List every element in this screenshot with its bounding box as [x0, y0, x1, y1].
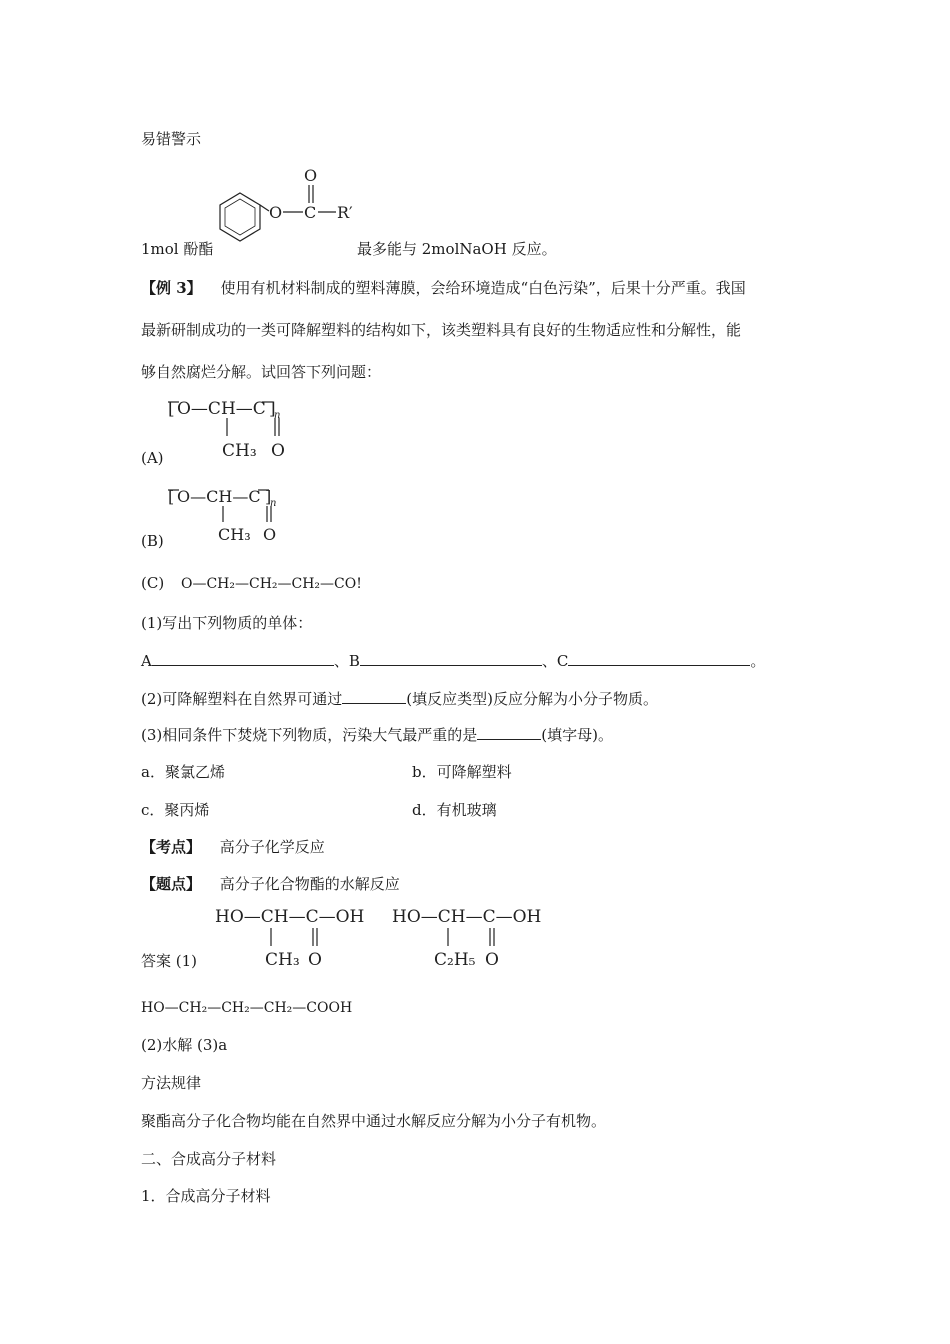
q1-label-b: 、B — [333, 652, 360, 670]
polymer-b-carbonyl-o: O — [263, 525, 277, 544]
kaodian-text: 高分子化学反应 — [219, 838, 325, 856]
svg-text:]: ] — [265, 487, 272, 506]
answer-m2-chain: HO—CH—C—OH — [392, 907, 542, 927]
q1-blank-c[interactable] — [568, 651, 750, 666]
kaodian-tag: 【考点】 — [141, 838, 202, 856]
question-2 — [141, 688, 658, 710]
q1-end: 。 — [750, 652, 766, 670]
answer-m1-chain: HO—CH—C—OH — [215, 907, 365, 927]
option-d: d．有机玻璃 — [412, 801, 497, 819]
answer-m2-sub: C₂H₅ — [434, 950, 476, 970]
answer-rest: (2)水解 (3)a — [141, 1036, 228, 1054]
polymer-a-structure — [165, 396, 325, 462]
kaodian-line — [141, 836, 325, 858]
polymer-b-methyl: CH₃ — [218, 525, 251, 544]
polymer-a-chain: O—CH—C — [177, 399, 266, 419]
answer-m1-o: O — [308, 950, 322, 970]
example-tag: 【例 3】 — [141, 279, 202, 297]
phenol-ester-structure — [205, 165, 365, 265]
tidian-text: 高分子化合物酯的水解反应 — [219, 875, 400, 893]
phenol-ester-suffix: 最多能与 2molNaOH 反应。 — [357, 240, 557, 258]
polymer-c-label: (C) — [141, 574, 165, 592]
answer-label: 答案 (1) — [141, 952, 198, 970]
q1-blank-a[interactable] — [152, 651, 334, 666]
q2-text-b: (填反应类型)反应分解为小分子物质。 — [406, 690, 658, 708]
q1-label-c: 、C — [541, 652, 569, 670]
svg-text:]: ] — [269, 399, 276, 419]
polymer-a-label: (A) — [141, 449, 164, 467]
section-2-sub-1: 1．合成高分子材料 — [141, 1187, 271, 1205]
answer-monomer-1 — [215, 902, 390, 972]
answer-monomer-2 — [392, 902, 567, 972]
example-line-1 — [141, 277, 746, 299]
answer-monomer-3: HO—CH₂—CH₂—CH₂—COOH — [141, 1000, 353, 1016]
svg-text:[: [ — [168, 399, 175, 419]
svg-text:[: [ — [168, 487, 175, 506]
q3-text-b: (填字母)。 — [541, 726, 613, 744]
polymer-b-chain: O—CH—C — [177, 487, 261, 506]
r-group: R′ — [337, 203, 353, 222]
option-b: b．可降解塑料 — [412, 763, 512, 781]
carbonyl-carbon: C — [304, 203, 317, 222]
option-a: a．聚氯乙烯 — [141, 763, 225, 781]
method-title: 方法规律 — [141, 1074, 202, 1092]
polymer-c-formula: O—CH₂—CH₂—CH₂—CO! — [180, 576, 362, 592]
ester-link-oxygen: O — [269, 203, 283, 222]
section-2-title: 二、合成高分子材料 — [141, 1150, 277, 1168]
example-line-2: 最新研制成功的一类可降解塑料的结构如下，该类塑料具有良好的生物适应性和分解性，能 — [141, 321, 742, 339]
q1-blank-b[interactable] — [360, 651, 542, 666]
tidian-line — [141, 873, 400, 895]
example-line-3: 够自然腐烂分解。试回答下列问题： — [141, 363, 382, 381]
option-c: c．聚丙烯 — [141, 801, 210, 819]
polymer-a-n: n — [274, 410, 281, 421]
polymer-a-methyl: CH₃ — [222, 441, 257, 461]
polymer-b-label: (B) — [141, 532, 164, 550]
q3-text-a: (3)相同条件下焚烧下列物质，污染大气最严重的是 — [141, 726, 478, 744]
polymer-a-carbonyl-o: O — [271, 441, 285, 461]
polymer-b-structure — [165, 484, 325, 546]
question-1-blanks — [141, 650, 765, 672]
example-text-1: 使用有机材料制成的塑料薄膜，会给环境造成“白色污染”，后果十分严重。我国 — [220, 279, 746, 297]
q2-blank[interactable] — [342, 689, 406, 704]
q3-blank[interactable] — [477, 725, 541, 740]
q2-text-a: (2)可降解塑料在自然界可通过 — [141, 690, 343, 708]
question-3 — [141, 724, 613, 746]
method-text: 聚酯高分子化合物均能在自然界中通过水解反应分解为小分子有机物。 — [141, 1112, 607, 1130]
question-1: (1)写出下列物质的单体： — [141, 614, 313, 632]
polymer-b-n: n — [270, 498, 277, 509]
carbonyl-oxygen: O — [304, 166, 318, 185]
q1-label-a: A — [141, 652, 152, 670]
answer-m1-sub: CH₃ — [265, 950, 300, 970]
answer-m2-o: O — [485, 950, 499, 970]
tidian-tag: 【题点】 — [141, 875, 202, 893]
phenol-ester-prefix: 1mol 酚酯 — [141, 240, 214, 258]
polymer-c-line — [141, 572, 362, 595]
warning-title: 易错警示 — [141, 130, 202, 148]
